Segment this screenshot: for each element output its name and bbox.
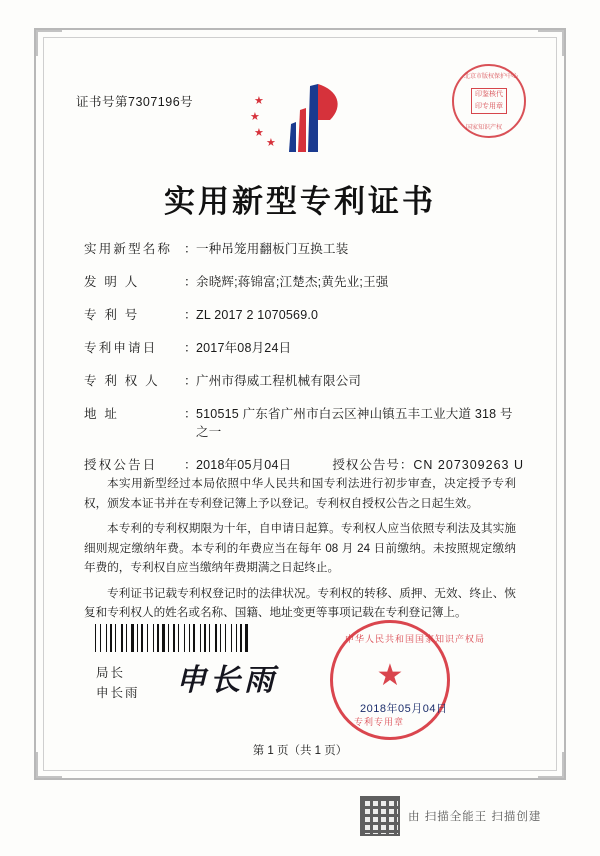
page-count: 第 1 页（共 1 页）: [252, 745, 348, 757]
field-colon: ：: [184, 407, 197, 421]
svg-text:★: ★: [254, 127, 264, 139]
field-label: 专 利 号: [84, 308, 140, 322]
qr-code-icon: [360, 796, 400, 836]
field-colon: ：: [184, 341, 197, 355]
corner-ornament-top-right: [538, 30, 564, 56]
field-row-grant-date: [84, 456, 524, 474]
signature-title: 局长: [96, 666, 126, 680]
patent-barcode: [95, 624, 301, 652]
field-row-patent-number: [84, 306, 524, 324]
field-value: 510515 广东省广州市白云区神山镇五丰工业大道 318 号之一: [196, 407, 513, 439]
field-value: 一种吊笼用翻板门互换工装: [196, 242, 349, 256]
field-value: 广州市得威工程机械有限公司: [196, 374, 362, 388]
grant-number-value: CN 207309263 U: [413, 458, 524, 472]
national-seal: [330, 620, 486, 740]
field-row-name: [84, 240, 524, 258]
national-seal-arc-bottom: 专利专用章: [354, 717, 405, 727]
legal-paragraph-2: 本专利的专利权期限为十年，自申请日起算。专利权人应当依照专利法及其实施细则规定缴纳年费。本专利的年费应当在每年 08 月 24 日前缴纳。未按照规定缴纳年费的，专利权自应当缴纳年费期满之日起终止。: [84, 522, 516, 574]
field-label: 专利申请日: [84, 341, 158, 355]
scan-footer-text: 由 扫描全能王 扫描创建: [408, 811, 542, 823]
secondary-seal-arc-top: 北京市版权保护中心: [464, 74, 519, 80]
certificate-number: 证书号第7307196号: [76, 95, 194, 109]
corner-ornament-top-left: [36, 30, 62, 56]
star-icon: ★: [376, 659, 404, 692]
field-label: 实用新型名称: [84, 242, 173, 256]
field-colon: ：: [184, 374, 197, 388]
field-colon: ：: [184, 458, 197, 472]
field-label: 授权公告日: [84, 458, 158, 472]
signature-label: [96, 663, 140, 703]
grant-number-pair: 授权公告号：CN 207309263 U: [332, 458, 524, 472]
scan-footer: [360, 796, 541, 836]
signature-name: 申长雨: [96, 686, 140, 700]
grant-number-label: 授权公告号: [332, 458, 400, 472]
patent-fields: [84, 240, 524, 489]
page-title: 实用新型专利证书: [164, 184, 436, 220]
field-row-address: [84, 405, 524, 441]
grant-date-value: 2018年05月04日: [196, 458, 292, 472]
field-label: 专 利 权 人: [84, 374, 160, 388]
svg-text:★: ★: [254, 95, 264, 107]
field-row-inventors: [84, 273, 524, 291]
field-colon: ：: [184, 275, 197, 289]
field-label: 发 明 人: [84, 275, 140, 289]
legal-paragraph-3: 专利证书记载专利权登记时的法律状况。专利权的转移、质押、无效、终止、恢复和专利权人的姓名或名称、国籍、地址变更等事项记载在专利登记簿上。: [84, 586, 516, 619]
legal-paragraph-1: 本实用新型经过本局依照中华人民共和国专利法进行初步审查，决定授予专利权，颁发本证书并在专利登记簿上予以登记。专利权自授权公告之日起生效。: [84, 477, 516, 510]
legal-text: [84, 474, 516, 629]
field-row-application-date: [84, 339, 524, 357]
secondary-seal-arc-bottom: 国家知识产权: [466, 125, 503, 131]
national-seal-arc-top: 中华人民共和国国家知识产权局: [345, 634, 486, 644]
seal-date: 2018年05月04日: [360, 703, 448, 715]
svg-text:★: ★: [266, 137, 276, 149]
field-value-wrapper: [196, 456, 524, 474]
secondary-seal-inner-text: 印鉴核代印专用章: [471, 88, 507, 114]
field-colon: ：: [184, 308, 197, 322]
signature-handwriting: 申长雨: [176, 663, 278, 698]
field-colon: ：: [184, 242, 197, 256]
field-value: ZL 2017 2 1070569.0: [196, 308, 319, 322]
field-label: 地 址: [84, 407, 120, 421]
svg-text:★: ★: [250, 111, 260, 123]
secondary-seal: [452, 64, 526, 138]
field-value: 余晓辉;蒋锦富;江楚杰;黄先业;王强: [196, 275, 389, 289]
field-value: 2017年08月24日: [196, 341, 292, 355]
patent-logo-icon: [248, 80, 348, 160]
field-row-patentee: [84, 372, 524, 390]
